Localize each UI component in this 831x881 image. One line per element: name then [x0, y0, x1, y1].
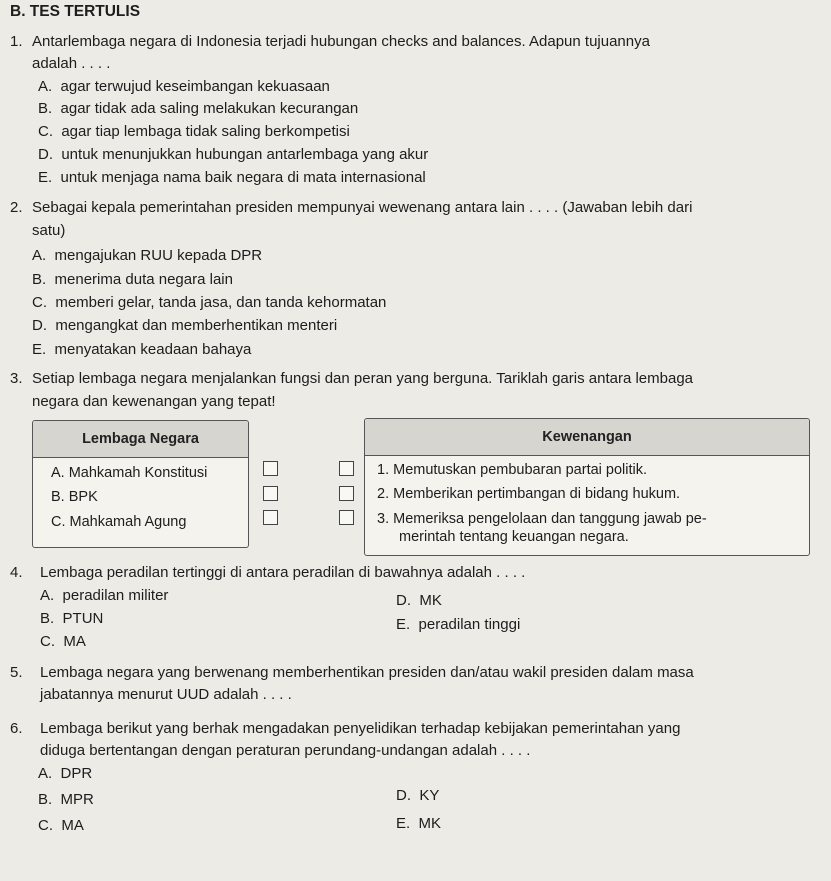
kewenangan-row-3-cont: merintah tentang keuangan negara.	[399, 529, 629, 545]
question-text-line: Lembaga peradilan tertinggi di antara peradilan di bawahnya adalah . . . .	[40, 564, 526, 581]
option-text: peradilan militer	[62, 587, 169, 604]
option-text: DPR	[60, 765, 93, 782]
match-checkbox-right-1[interactable]	[339, 461, 354, 476]
option-text: KY	[419, 787, 440, 804]
question-number: 1.	[10, 33, 23, 50]
question-number: 6.	[10, 720, 23, 737]
question-number: 3.	[10, 370, 23, 387]
option-letter: A.	[40, 587, 55, 604]
option-e[interactable]	[396, 815, 441, 832]
option-letter: A.	[32, 247, 47, 264]
kewenangan-row-2: 2. Memberikan pertimbangan di bidang hukum.	[377, 486, 681, 502]
question-text-line: diduga bertentangan dengan peraturan perundang-undangan adalah . . . .	[40, 742, 531, 759]
option-letter: C.	[40, 633, 55, 650]
option-e[interactable]	[38, 169, 426, 186]
match-checkbox-right-3[interactable]	[339, 510, 354, 525]
option-letter: B.	[32, 271, 47, 288]
option-c[interactable]	[38, 123, 350, 140]
match-checkbox-right-2[interactable]	[339, 486, 354, 501]
option-text: untuk menjaga nama baik negara di mata internasional	[60, 169, 426, 186]
option-b[interactable]	[38, 791, 94, 808]
option-letter: B.	[38, 100, 53, 117]
option-letter: D.	[396, 787, 411, 804]
option-a[interactable]	[32, 247, 262, 264]
option-text: memberi gelar, tanda jasa, dan tanda kehormatan	[55, 294, 387, 311]
option-letter: C.	[38, 817, 53, 834]
option-b[interactable]	[38, 100, 358, 117]
option-text: menerima duta negara lain	[54, 271, 233, 288]
option-text: peradilan tinggi	[418, 616, 521, 633]
option-e[interactable]	[396, 616, 520, 633]
match-checkbox-left-c[interactable]	[263, 510, 278, 525]
option-b[interactable]	[32, 271, 233, 288]
question-text-line: satu)	[32, 222, 66, 239]
section-title: B. TES TERTULIS	[10, 3, 141, 20]
question-text-line: Lembaga berikut yang berhak mengadakan penyelidikan terhadap kebijakan pemerintahan yang	[40, 720, 681, 737]
option-letter: A.	[38, 78, 53, 95]
question-number: 5.	[10, 664, 23, 681]
lembaga-row-c: C. Mahkamah Agung	[51, 514, 187, 530]
question-text-line: jabatannya menurut UUD adalah . . . .	[40, 686, 292, 703]
option-letter: B.	[40, 610, 55, 627]
option-text: mengangkat dan memberhentikan menteri	[55, 317, 338, 334]
kewenangan-header: Kewenangan	[365, 419, 809, 456]
option-text: MA	[61, 817, 84, 834]
option-text: menyatakan keadaan bahaya	[54, 341, 252, 358]
option-letter: E.	[38, 169, 53, 186]
option-text: agar tiap lembaga tidak saling berkompetisi	[61, 123, 350, 140]
kewenangan-row-3: 3. Memeriksa pengelolaan dan tanggung jawab pe-	[377, 511, 707, 527]
option-text: agar tidak ada saling melakukan kecurangan	[60, 100, 359, 117]
option-text: agar terwujud keseimbangan kekuasaan	[60, 78, 330, 95]
option-text: MPR	[60, 791, 94, 808]
option-c[interactable]	[40, 633, 86, 650]
option-letter: D.	[396, 592, 411, 609]
option-c[interactable]	[38, 817, 84, 834]
option-d[interactable]	[396, 592, 442, 609]
option-text: MK	[418, 815, 442, 832]
match-checkbox-left-b[interactable]	[263, 486, 278, 501]
question-text-line: adalah . . . .	[32, 55, 111, 72]
option-d[interactable]	[32, 317, 337, 334]
option-d[interactable]	[396, 787, 439, 804]
option-letter: E.	[396, 616, 411, 633]
option-text: mengajukan RUU kepada DPR	[54, 247, 263, 264]
option-letter: B.	[38, 791, 53, 808]
option-letter: E.	[396, 815, 411, 832]
question-number: 4.	[10, 564, 23, 581]
option-letter: E.	[32, 341, 47, 358]
match-checkbox-left-a[interactable]	[263, 461, 278, 476]
option-text: untuk menunjukkan hubungan antarlembaga yang akur	[61, 146, 429, 163]
kewenangan-row-1: 1. Memutuskan pembubaran partai politik.	[377, 462, 648, 478]
option-letter: D.	[32, 317, 47, 334]
option-letter: C.	[32, 294, 47, 311]
question-number: 2.	[10, 199, 23, 216]
question-text-line: Lembaga negara yang berwenang memberhentikan presiden dan/atau wakil presiden dalam masa	[40, 664, 694, 681]
option-letter: A.	[38, 765, 53, 782]
lembaga-row-b: B. BPK	[51, 489, 98, 505]
question-text-line: Sebagai kepala pemerintahan presiden mempunyai wewenang antara lain . . . . (Jawaban lebih dari	[32, 199, 693, 216]
lembaga-row-a: A. Mahkamah Konstitusi	[51, 465, 208, 481]
option-e[interactable]	[32, 341, 251, 358]
option-c[interactable]	[32, 294, 386, 311]
option-d[interactable]	[38, 146, 428, 163]
option-letter: C.	[38, 123, 53, 140]
lembaga-negara-table	[32, 420, 249, 548]
option-a[interactable]	[40, 587, 168, 604]
question-text-line: Setiap lembaga negara menjalankan fungsi dan peran yang berguna. Tariklah garis antara lembaga	[32, 370, 694, 387]
option-text: MA	[63, 633, 86, 650]
option-text: PTUN	[62, 610, 104, 627]
kewenangan-table	[364, 418, 810, 556]
option-a[interactable]	[38, 765, 92, 782]
question-text-line: Antarlembaga negara di Indonesia terjadi hubungan checks and balances. Adapun tujuannya	[32, 33, 650, 50]
question-text-line: negara dan kewenangan yang tepat!	[32, 393, 276, 410]
option-letter: D.	[38, 146, 53, 163]
option-b[interactable]	[40, 610, 103, 627]
option-a[interactable]	[38, 78, 330, 95]
option-text: MK	[419, 592, 442, 609]
lembaga-negara-header: Lembaga Negara	[33, 421, 248, 458]
